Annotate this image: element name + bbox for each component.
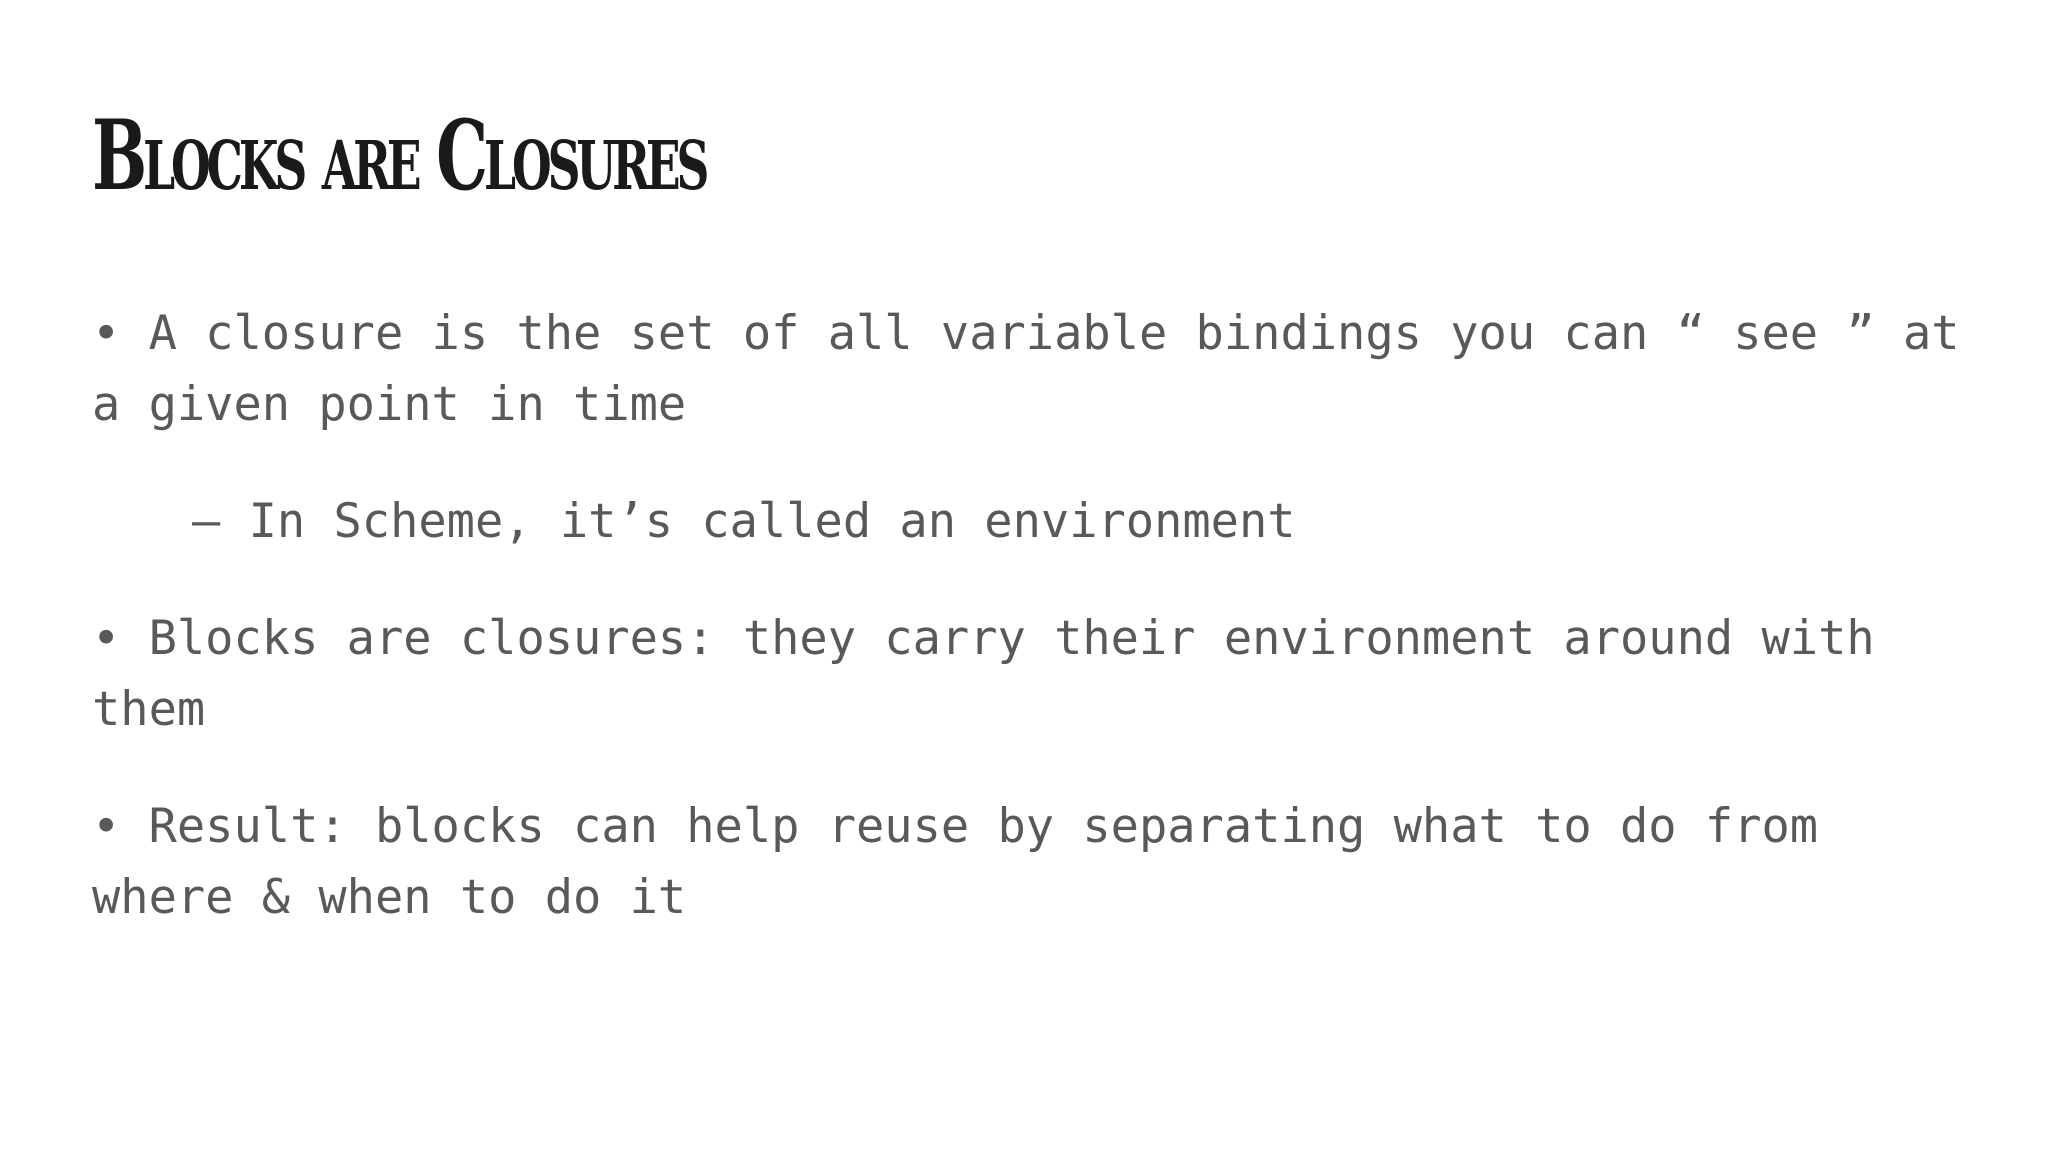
bullet-text: Blocks are closures: they carry their environment around with them xyxy=(92,611,1903,737)
slide-title: Blocks are Closures xyxy=(92,99,706,212)
bullet-marker: • xyxy=(92,306,121,361)
bullet-marker: • xyxy=(92,611,121,666)
bullet-item-result xyxy=(92,791,1972,933)
bullet-text: Result: blocks can help reuse by separating what to do from where & when to do it xyxy=(92,799,1847,925)
bullet-text: A closure is the set of all variable bindings you can “ see ” at a given point in time xyxy=(92,306,1988,432)
slide-body xyxy=(92,298,1988,979)
bullet-marker: • xyxy=(92,799,121,854)
sub-item-text: In Scheme, it’s called an environment xyxy=(248,494,1296,549)
dash-marker: – xyxy=(192,494,221,549)
sub-item-scheme-environment xyxy=(92,486,1972,557)
bullet-item-closure-definition xyxy=(92,298,1988,440)
bullet-item-blocks-closures xyxy=(92,603,1972,745)
